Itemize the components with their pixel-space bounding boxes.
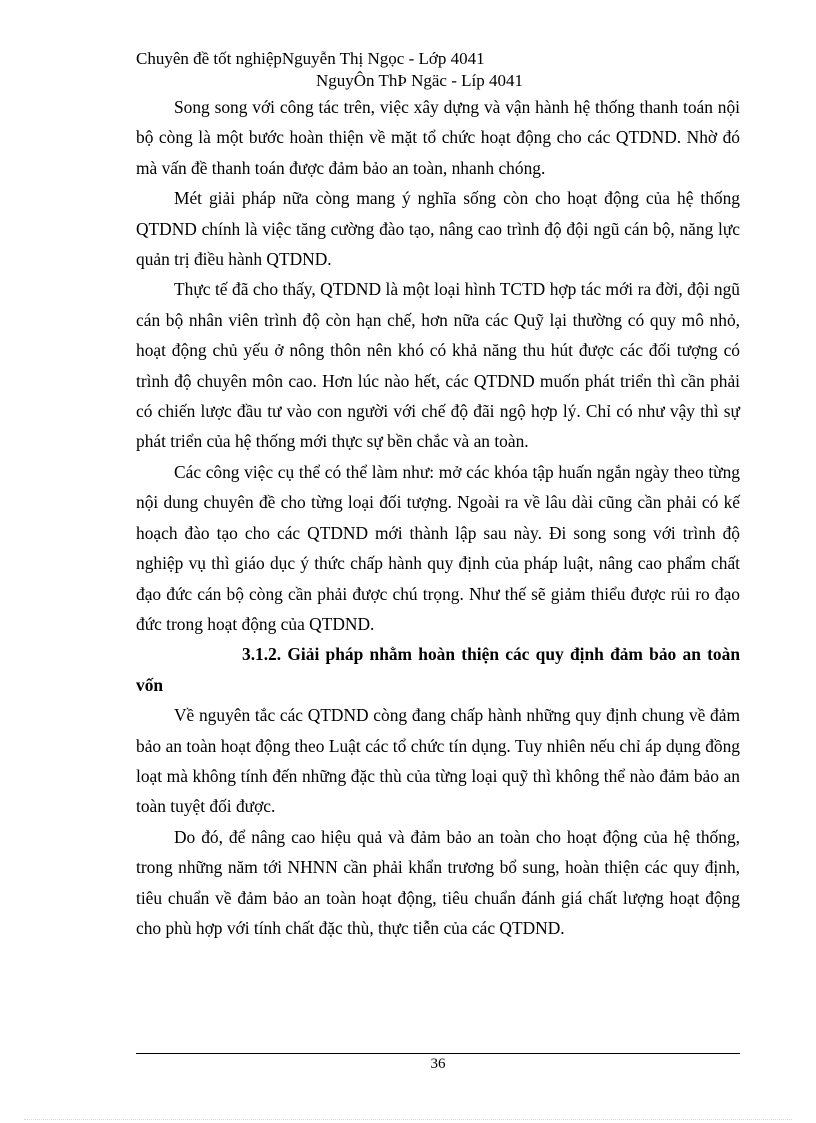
header-line-1: Chuyên đề tốt nghiệpNguyễn Thị Ngọc - Lớp 4041 <box>136 49 485 68</box>
header-line-2: NguyÔn ThÞ Ngäc - Líp 4041 <box>316 71 523 90</box>
page-number: 36 <box>430 1056 446 1072</box>
paragraph-internal-payment: Song song với công tác trên, việc xây dựng và vận hành hệ thống thanh toán nội bộ còng là một bước hoàn thiện về mặt tổ chức hoạt động cho các QTDND. Nhờ đó mà vấn đề thanh toán được đảm bảo an toàn, nhanh chóng. <box>136 97 740 178</box>
document-body <box>136 92 740 943</box>
paragraph-conclusion: Do đó, để nâng cao hiệu quả và đảm bảo an toàn cho hoạt động của hệ thống, trong những năm tới NHNN cần phải khẩn trương bổ sung, hoàn thiện các quy định, tiêu chuẩn về đảm bảo an toàn hoạt động, tiêu chuẩn đánh giá chất lượng hoạt động cho phù hợp với tính chất đặc thù, thực tiễn của các QTDND. <box>136 826 740 938</box>
footer-divider <box>136 1053 740 1054</box>
paragraph-reality: Thực tế đã cho thấy, QTDND là một loại hình TCTD hợp tác mới ra đời, đội ngũ cán bộ nhân viên trình độ còn hạn chế, hơn nữa các Quỹ lại thường có quy mô nhỏ, hoạt động chủ yếu ở nông thôn nên khó có khả năng thu hút được các đối tượng có trình độ chuyên môn cao. Hơn lúc nào hết, các QTDND muốn phát triển thì cần phải có chiến lược đầu tư vào con người với chế độ đãi ngộ hợp lý. Chỉ có như vậy thì sự phát triển của hệ thống mới thực sự bền chắc và an toàn. <box>136 279 740 452</box>
paragraph-specific-tasks: Các công việc cụ thể có thể làm như: mở các khóa tập huấn ngắn ngày theo từng nội dung chuyên đề cho từng loại đối tượng. Ngoài ra về lâu dài cũng cần phải có kế hoạch đào tạo cho các QTDND mới thành lập sau này. Đi song song với trình độ nghiệp vụ thì giáo dục ý thức chấp hành quy định của pháp luật, nâng cao phẩm chất đạo đức cán bộ còng cần phải được chú trọng. Như thế sẽ giảm thiểu được rủi ro đạo đức trong hoạt động của QTDND. <box>136 461 740 634</box>
page-bottom-border <box>24 1119 792 1120</box>
paragraph-staff-training: Mét giải pháp nữa còng mang ý nghĩa sống còn cho hoạt động của hệ thống QTDND chính là việc tăng cường đào tạo, nâng cao trình độ đội ngũ cán bộ, năng lực quản trị điều hành QTDND. <box>136 188 740 270</box>
section-heading: 3.1.2. Giải pháp nhằm hoàn thiện các quy định đảm bảo an toàn vốn <box>136 644 740 695</box>
page-header <box>136 48 756 92</box>
paragraph-principles: Về nguyên tắc các QTDND còng đang chấp hành những quy định chung về đảm bảo an toàn hoạt động theo Luật các tổ chức tín dụng. Tuy nhiên nếu chỉ áp dụng đồng loạt mà không tính đến những đặc thù của từng loại quỹ thì không thể nào đảm bảo an toàn tuyệt đối được. <box>136 705 740 817</box>
